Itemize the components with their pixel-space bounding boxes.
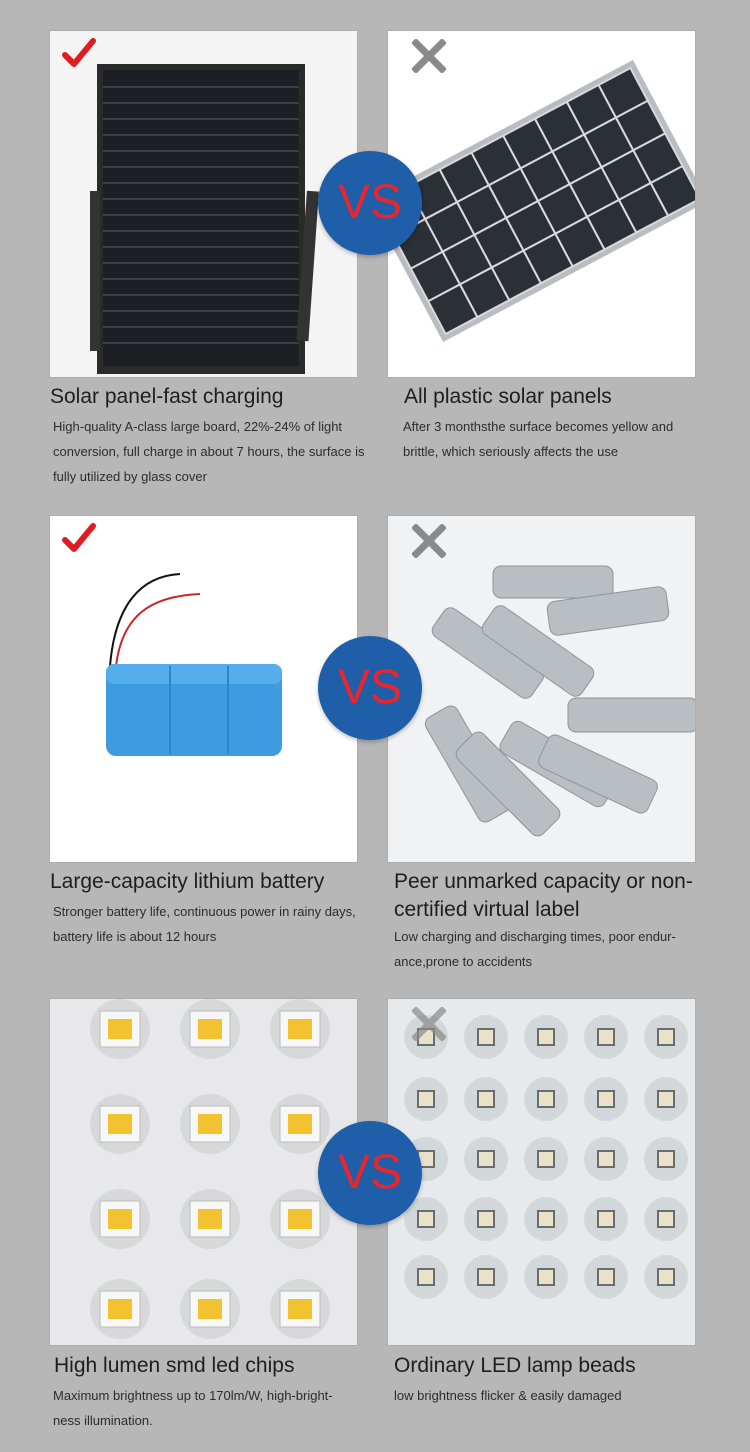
- vs-badge: VS: [318, 151, 422, 255]
- comparison-title-left: High lumen smd led chips: [54, 1354, 295, 1377]
- cross-icon: [412, 524, 446, 558]
- comparison-title-left: Large-capacity lithium battery: [50, 870, 325, 893]
- vs-badge: VS: [318, 636, 422, 740]
- cross-icon: [412, 1007, 446, 1041]
- ordinary-led-beads-image: [388, 999, 695, 1345]
- glass-solar-panel-image: [50, 31, 357, 377]
- comparison-description-left: Maximum brightness up to 170lm/W, high-bright-ness illumination.: [53, 1388, 333, 1428]
- comparison-title-right: Ordinary LED lamp beads: [394, 1354, 636, 1377]
- comparison-description-right: low brightness flicker & easily damaged: [394, 1388, 622, 1403]
- comparison-description-right: After 3 monthsthe surface becomes yellow and brittle, which seriously affects the use: [403, 419, 674, 459]
- vs-badge: VS: [318, 1121, 422, 1225]
- comparison-description-right: Low charging and discharging times, poor endur-ance,prone to accidents: [394, 929, 676, 969]
- plastic-solar-panel-image: [388, 31, 695, 377]
- aa-batteries-image: [388, 516, 695, 862]
- comparison-title-right: Peer unmarked capacity or non- certified virtual label: [394, 870, 693, 921]
- comparison-title-left: Solar panel-fast charging: [50, 385, 284, 408]
- smd-led-chips-image: [50, 999, 357, 1345]
- check-icon: [62, 37, 96, 71]
- lithium-battery-image: [50, 516, 357, 862]
- check-icon: [62, 522, 96, 556]
- comparison-description-left: High-quality A-class large board, 22%-24% of light conversion, full charge in about 7 hours, the surface is fully utilized by glass cover: [53, 419, 365, 484]
- comparison-description-left: Stronger battery life, continuous power in rainy days, battery life is about 12 hours: [53, 904, 356, 944]
- comparison-title-right: All plastic solar panels: [404, 385, 612, 408]
- cross-icon: [412, 39, 446, 73]
